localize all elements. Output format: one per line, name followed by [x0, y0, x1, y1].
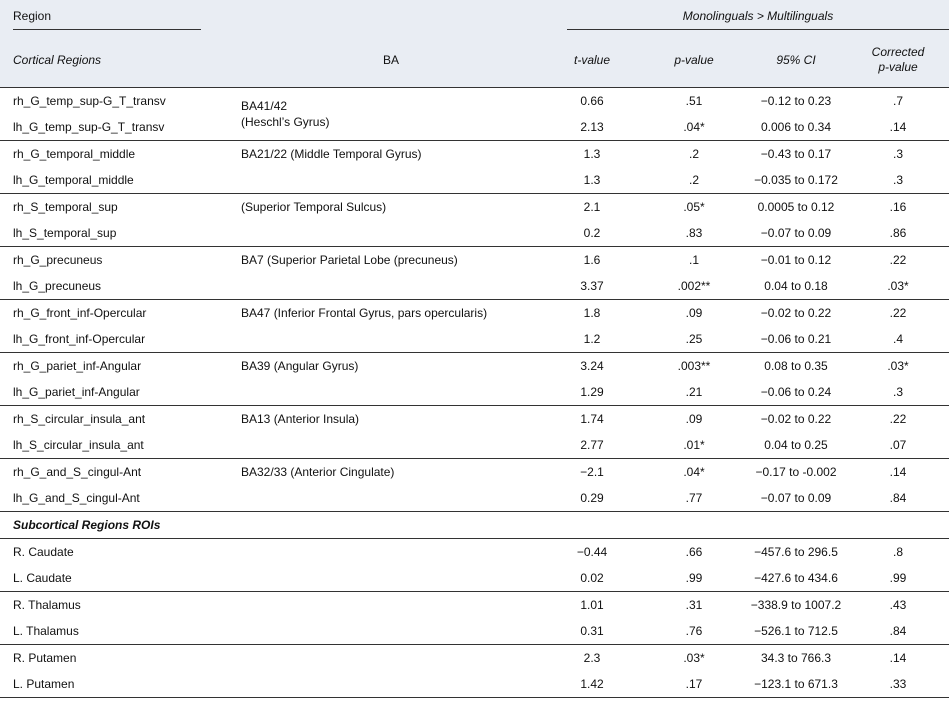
confidence-interval: −0.07 to 0.09 — [760, 226, 832, 240]
corrected-p-value: .3 — [892, 147, 903, 161]
confidence-interval: −0.17 to -0.002 — [755, 465, 837, 479]
region-name: rh_G_precuneus — [13, 253, 103, 267]
confidence-interval: 0.04 to 0.18 — [764, 279, 828, 293]
region-name: rh_S_circular_insula_ant — [13, 412, 146, 426]
region-name: rh_G_temporal_middle — [13, 147, 136, 161]
t-value: 0.29 — [580, 491, 604, 505]
brodmann-area: BA41/42 (Heschl’s Gyrus) — [241, 99, 330, 129]
brodmann-area — [235, 485, 541, 512]
region-name: lh_G_pariet_inf-Angular — [13, 385, 140, 399]
t-value: 1.29 — [580, 385, 604, 399]
p-value: .2 — [688, 173, 699, 187]
corrected-p-value: .03* — [887, 359, 909, 373]
t-value: 0.2 — [583, 226, 601, 240]
table-row — [0, 379, 949, 406]
table-body — [0, 88, 949, 698]
subcortical-title: Subcortical Regions ROIs — [13, 518, 161, 532]
corrected-p-value: .3 — [892, 385, 903, 399]
p-value: .21 — [685, 385, 703, 399]
corrected-p-value: .03* — [887, 279, 909, 293]
brodmann-area: BA32/33 (Anterior Cingulate) — [241, 465, 395, 479]
corrected-p-value: .84 — [889, 491, 907, 505]
confidence-interval: −0.02 to 0.22 — [760, 412, 832, 426]
confidence-interval: −0.06 to 0.21 — [760, 332, 832, 346]
brodmann-area — [235, 167, 541, 194]
t-value: 0.66 — [580, 94, 604, 108]
corrected-p-value: .22 — [889, 306, 907, 320]
brodmann-area — [235, 539, 541, 566]
table-row — [0, 247, 949, 274]
p-value: .76 — [685, 624, 703, 638]
corrected-p-value: .7 — [892, 94, 903, 108]
table-row — [0, 167, 949, 194]
corrected-p-value: .99 — [889, 571, 907, 585]
t-value: −0.44 — [576, 545, 608, 559]
table-row — [0, 353, 949, 380]
brodmann-area — [235, 645, 541, 672]
brodmann-area: (Superior Temporal Sulcus) — [241, 200, 387, 214]
table-row — [0, 326, 949, 353]
confidence-interval: −0.06 to 0.24 — [760, 385, 832, 399]
t-value: 0.02 — [580, 571, 604, 585]
t-value: 2.13 — [580, 120, 604, 134]
table-row — [0, 592, 949, 619]
table-row — [0, 565, 949, 592]
table-row — [0, 618, 949, 645]
confidence-interval: −0.02 to 0.22 — [760, 306, 832, 320]
brodmann-area: BA21/22 (Middle Temporal Gyrus) — [241, 147, 422, 161]
t-value: 2.1 — [583, 200, 601, 214]
confidence-interval: −0.035 to 0.172 — [754, 173, 838, 187]
header-region: Region — [0, 0, 235, 32]
confidence-interval: −0.01 to 0.12 — [760, 253, 832, 267]
brodmann-area — [235, 565, 541, 592]
table-row — [0, 539, 949, 566]
p-value: .01* — [683, 438, 705, 452]
confidence-interval: −123.1 to 671.3 — [754, 677, 838, 691]
region-name: rh_G_pariet_inf-Angular — [13, 359, 142, 373]
table-row — [0, 645, 949, 672]
corrected-p-value: .33 — [889, 677, 907, 691]
corrected-p-value: .43 — [889, 598, 907, 612]
t-value: 1.42 — [580, 677, 604, 691]
brodmann-area — [235, 592, 541, 619]
table-row — [0, 220, 949, 247]
brodmann-area: BA39 (Angular Gyrus) — [241, 359, 359, 373]
t-value: 1.3 — [583, 147, 601, 161]
table-row — [0, 671, 949, 698]
region-name: rh_S_temporal_sup — [13, 200, 118, 214]
brodmann-area — [235, 671, 541, 698]
region-name: lh_G_precuneus — [13, 279, 102, 293]
confidence-interval: −526.1 to 712.5 — [754, 624, 838, 638]
corrected-p-value: .14 — [889, 651, 907, 665]
region-name: L. Thalamus — [13, 624, 79, 638]
table-row — [0, 406, 949, 433]
p-value: .83 — [685, 226, 703, 240]
brodmann-area — [235, 326, 541, 353]
t-value: 1.8 — [583, 306, 601, 320]
p-value: .17 — [685, 677, 703, 691]
p-value: .05* — [683, 200, 705, 214]
p-value: .1 — [688, 253, 699, 267]
header-t-value: t-value — [573, 52, 611, 67]
brodmann-area — [235, 273, 541, 300]
corrected-p-value: .14 — [889, 120, 907, 134]
region-name: lh_G_temporal_middle — [13, 173, 134, 187]
p-value: .09 — [685, 306, 703, 320]
region-name: L. Putamen — [13, 677, 75, 691]
brodmann-area: BA13 (Anterior Insula) — [241, 412, 360, 426]
header-comparison: Monolinguals > Multilinguals — [567, 3, 949, 30]
region-name: lh_S_circular_insula_ant — [13, 438, 144, 452]
p-value: .31 — [685, 598, 703, 612]
table-row — [0, 88, 949, 115]
t-value: −2.1 — [580, 465, 604, 479]
table-row — [0, 141, 949, 168]
confidence-interval: −338.9 to 1007.2 — [750, 598, 842, 612]
confidence-interval: −0.07 to 0.09 — [760, 491, 832, 505]
confidence-interval: 0.006 to 0.34 — [760, 120, 832, 134]
brodmann-area: BA7 (Superior Parietal Lobe (precuneus) — [241, 253, 458, 267]
t-value: 3.24 — [580, 359, 604, 373]
table-row — [0, 273, 949, 300]
table-row — [0, 459, 949, 486]
t-value: 1.2 — [583, 332, 601, 346]
p-value: .51 — [685, 94, 703, 108]
confidence-interval: −0.12 to 0.23 — [760, 94, 832, 108]
p-value: .002** — [677, 279, 711, 293]
header-ci: 95% CI — [776, 52, 816, 67]
p-value: .2 — [688, 147, 699, 161]
header-ba: BA — [382, 52, 399, 67]
corrected-p-value: .84 — [889, 624, 907, 638]
corrected-p-value: .14 — [889, 465, 907, 479]
corrected-p-value: .86 — [889, 226, 907, 240]
p-value: .99 — [685, 571, 703, 585]
t-value: 0.31 — [580, 624, 604, 638]
corrected-p-value: .3 — [892, 173, 903, 187]
brodmann-area: BA47 (Inferior Frontal Gyrus, pars opercularis) — [241, 306, 488, 320]
table-row — [0, 485, 949, 512]
corrected-p-value: .07 — [889, 438, 907, 452]
confidence-interval: −0.43 to 0.17 — [760, 147, 832, 161]
brodmann-area — [235, 379, 541, 406]
corrected-p-value: .8 — [892, 545, 903, 559]
t-value: 1.74 — [580, 412, 604, 426]
region-name: L. Caudate — [13, 571, 72, 585]
confidence-interval: 0.08 to 0.35 — [764, 359, 828, 373]
corrected-p-value: .16 — [889, 200, 907, 214]
table-row — [0, 194, 949, 221]
t-value: 1.01 — [580, 598, 604, 612]
region-name: R. Thalamus — [13, 598, 81, 612]
region-name: R. Putamen — [13, 651, 77, 665]
p-value: .04* — [683, 465, 705, 479]
t-value: 2.3 — [583, 651, 601, 665]
p-value: .03* — [683, 651, 705, 665]
header-p-value: p-value — [674, 52, 714, 67]
p-value: .25 — [685, 332, 703, 346]
t-value: 1.3 — [583, 173, 601, 187]
corrected-p-value: .22 — [889, 253, 907, 267]
region-name: rh_G_temp_sup-G_T_transv — [13, 94, 166, 108]
p-value: .77 — [685, 491, 703, 505]
brodmann-area — [235, 220, 541, 247]
table-header — [0, 0, 949, 88]
corrected-p-value: .22 — [889, 412, 907, 426]
p-value: .04* — [683, 120, 705, 134]
p-value: .09 — [685, 412, 703, 426]
region-name: lh_S_temporal_sup — [13, 226, 117, 240]
corrected-p-value: .4 — [892, 332, 903, 346]
table-row — [0, 432, 949, 459]
header-corrected-p: Corrected p-value — [871, 44, 925, 74]
region-name: R. Caudate — [13, 545, 74, 559]
region-name: rh_G_front_inf-Opercular — [13, 306, 147, 320]
p-value: .66 — [685, 545, 703, 559]
t-value: 3.37 — [580, 279, 604, 293]
header-cortical-regions: Cortical Regions — [13, 52, 102, 67]
confidence-interval: 0.04 to 0.25 — [764, 438, 828, 452]
region-name: lh_G_temp_sup-G_T_transv — [13, 120, 165, 134]
region-name: rh_G_and_S_cingul-Ant — [13, 465, 142, 479]
region-name: lh_G_front_inf-Opercular — [13, 332, 146, 346]
confidence-interval: −457.6 to 296.5 — [754, 545, 838, 559]
brodmann-area — [235, 618, 541, 645]
t-value: 1.6 — [583, 253, 601, 267]
brodmann-area — [235, 432, 541, 459]
t-value: 2.77 — [580, 438, 604, 452]
p-value: .003** — [677, 359, 711, 373]
confidence-interval: −427.6 to 434.6 — [754, 571, 838, 585]
subcortical-section-title — [0, 512, 949, 539]
confidence-interval: 0.0005 to 0.12 — [757, 200, 835, 214]
confidence-interval: 34.3 to 766.3 — [760, 651, 832, 665]
table-row — [0, 300, 949, 327]
region-name: lh_G_and_S_cingul-Ant — [13, 491, 140, 505]
